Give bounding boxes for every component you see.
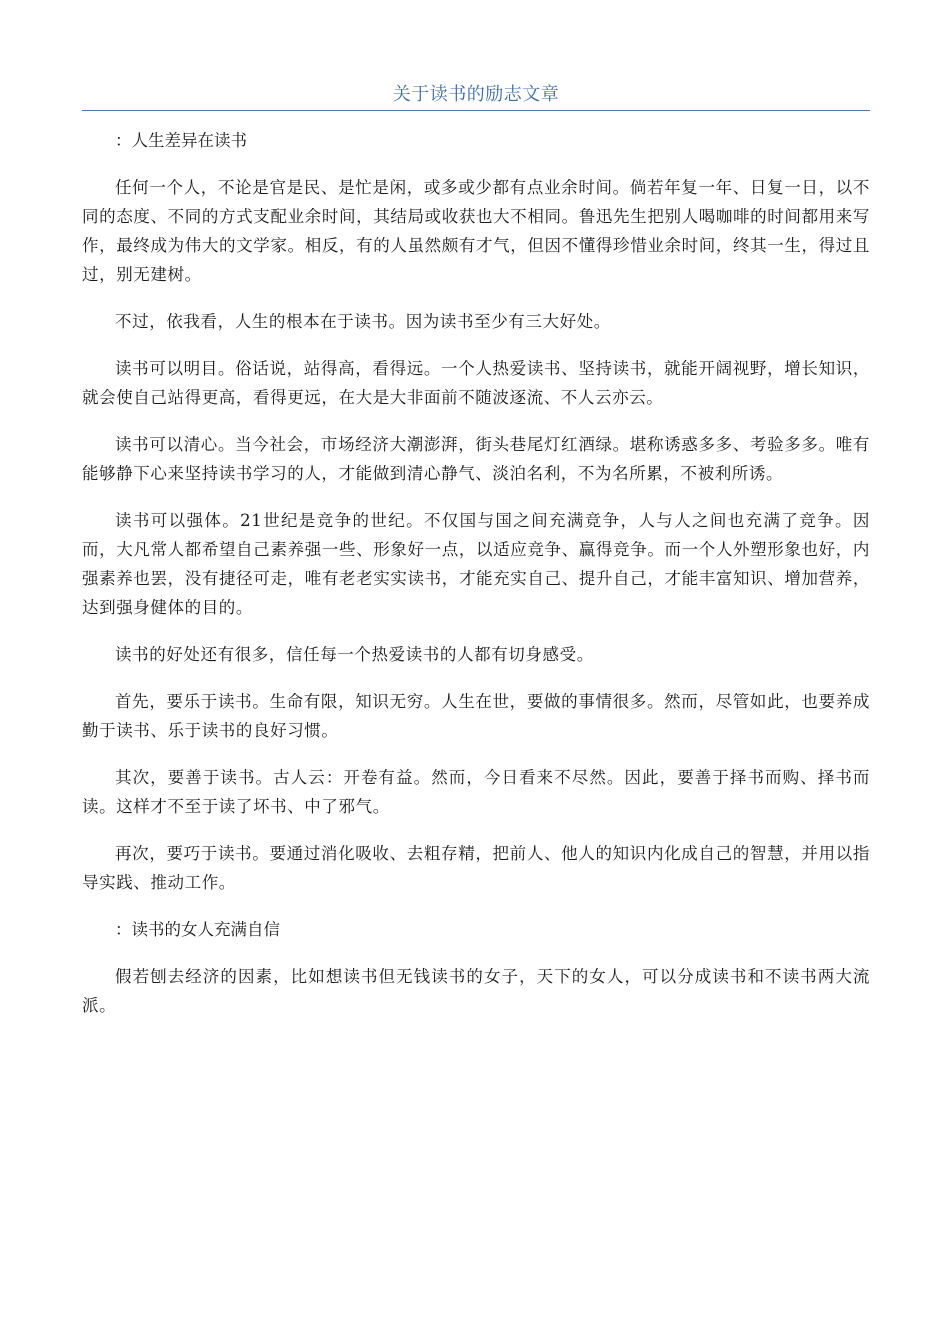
- page-header: [82, 82, 870, 111]
- paragraph: 首先，要乐于读书。生命有限，知识无穷。人生在世，要做的事情很多。然而，尽管如此，也要养成勤于读书、乐于读书的良好习惯。: [82, 692, 870, 740]
- paragraph: 假若刨去经济的因素，比如想读书但无钱读书的女子，天下的女人，可以分成读书和不读书两大流派。: [82, 967, 870, 1015]
- paragraph: 读书可以明目。俗话说，站得高，看得远。一个人热爱读书、坚持读书，就能开阔视野，增长知识，就会使自己站得更高，看得更远，在大是大非面前不随波逐流、不人云亦云。: [82, 359, 870, 407]
- paragraph: 读书可以强体。21世纪是竞争的世纪。不仅国与国之间充满竞争，人与人之间也充满了竞争。因而，大凡常人都希望自己素养强一些、形象好一点，以适应竞争、赢得竞争。而一个人外塑形象也好，内强素养也罢，没有捷径可走，唯有老老实实读书，才能充实自己、提升自己，才能丰富知识、增加营养，达到强身健体的目的。: [82, 511, 870, 617]
- paragraph: 任何一个人，不论是官是民、是忙是闲，或多或少都有点业余时间。倘若年复一年、日复一日，以不同的态度、不同的方式支配业余时间，其结局或收获也大不相同。鲁迅先生把别人喝咖啡的时间都用来写作，最终成为伟大的文学家。相反，有的人虽然颇有才气，但因不懂得珍惜业余时间，终其一生，得过且过，别无建树。: [82, 178, 870, 284]
- document-body: [82, 126, 870, 1038]
- paragraph: 不过，依我看，人生的根本在于读书。因为读书至少有三大好处。: [115, 312, 611, 331]
- section-heading: ：人生差异在读书: [115, 131, 247, 150]
- paragraph: 再次，要巧于读书。要通过消化吸收、去粗存精，把前人、他人的知识内化成自己的智慧，并用以指导实践、推动工作。: [82, 844, 870, 892]
- paragraph: 其次，要善于读书。古人云：开卷有益。然而，今日看来不尽然。因此，要善于择书而购、择书而读。这样才不至于读了坏书、中了邪气。: [82, 768, 870, 816]
- paragraph: 读书的好处还有很多，信任每一个热爱读书的人都有切身感受。: [115, 645, 594, 664]
- section-heading: ：读书的女人充满自信: [115, 920, 280, 939]
- document-title: 关于读书的励志文章: [392, 84, 560, 105]
- paragraph: 读书可以清心。当今社会，市场经济大潮澎湃，街头巷尾灯红酒绿。堪称诱惑多多、考验多多。唯有能够静下心来坚持读书学习的人，才能做到清心静气、淡泊名利，不为名所累，不被利所诱。: [82, 435, 870, 483]
